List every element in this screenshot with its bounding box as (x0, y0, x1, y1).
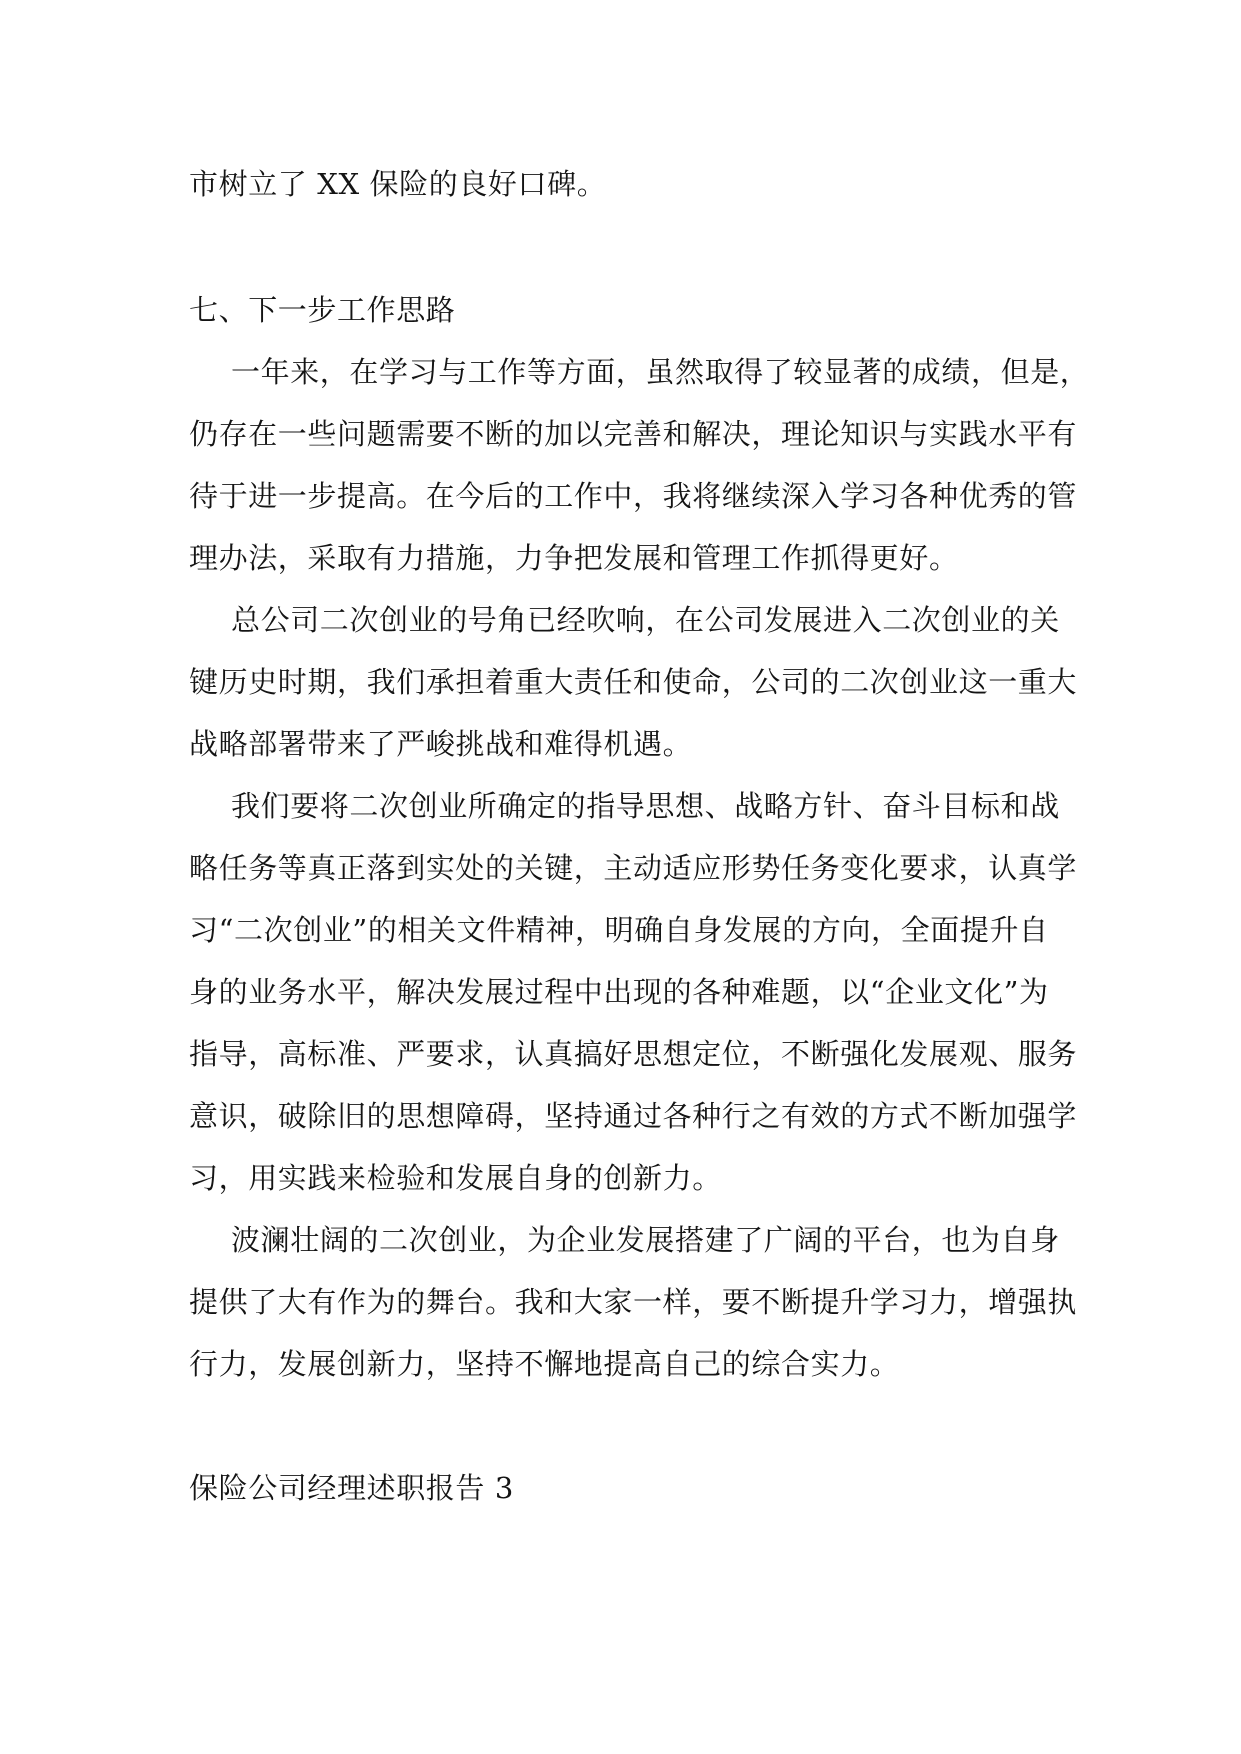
paragraph-line: 键历史时期，我们承担着重大责任和使命，公司的二次创业这一重大 (189, 665, 1078, 699)
paragraph-line: 我们要将二次创业所确定的指导思想、战略方针、奋斗目标和战 (231, 789, 1060, 823)
paragraph-line: 习“二次创业”的相关文件精神，明确自身发展的方向，全面提升自 (189, 913, 1049, 947)
paragraph-line: 仍存在一些问题需要不断的加以完善和解决，理论知识与实践水平有 (189, 417, 1078, 451)
paragraph-line: 身的业务水平，解决发展过程中出现的各种难题，以“企业文化”为 (189, 975, 1049, 1009)
paragraph-line: 习，用实践来检验和发展自身的创新力。 (189, 1161, 722, 1195)
paragraph-line: 待于进一步提高。在今后的工作中，我将继续深入学习各种优秀的管 (189, 479, 1078, 513)
paragraph-line: 行力，发展创新力，坚持不懈地提高自己的综合实力。 (189, 1347, 900, 1381)
paragraph-line: 指导，高标准、严要求，认真搞好思想定位，不断强化发展观、服务 (189, 1037, 1078, 1071)
section-heading: 七、下一步工作思路 (189, 293, 456, 327)
paragraph-line: 总公司二次创业的号角已经吹响，在公司发展进入二次创业的关 (231, 603, 1060, 637)
paragraph-line: 波澜壮阔的二次创业，为企业发展搭建了广阔的平台，也为自身 (231, 1223, 1060, 1257)
document-title: 保险公司经理述职报告 3 (189, 1471, 514, 1505)
paragraph-line: 战略部署带来了严峻挑战和难得机遇。 (189, 727, 693, 761)
paragraph-line: 意识，破除旧的思想障碍，坚持通过各种行之有效的方式不断加强学 (189, 1099, 1078, 1133)
paragraph-line: 市树立了 XX 保险的良好口碑。 (189, 167, 607, 201)
paragraph-line: 一年来，在学习与工作等方面，虽然取得了较显著的成绩，但是， (231, 355, 1090, 389)
paragraph-line: 理办法，采取有力措施，力争把发展和管理工作抓得更好。 (189, 541, 959, 575)
paragraph-line: 略任务等真正落到实处的关键，主动适应形势任务变化要求，认真学 (189, 851, 1078, 885)
paragraph-line: 提供了大有作为的舞台。我和大家一样，要不断提升学习力，增强执 (189, 1285, 1078, 1319)
